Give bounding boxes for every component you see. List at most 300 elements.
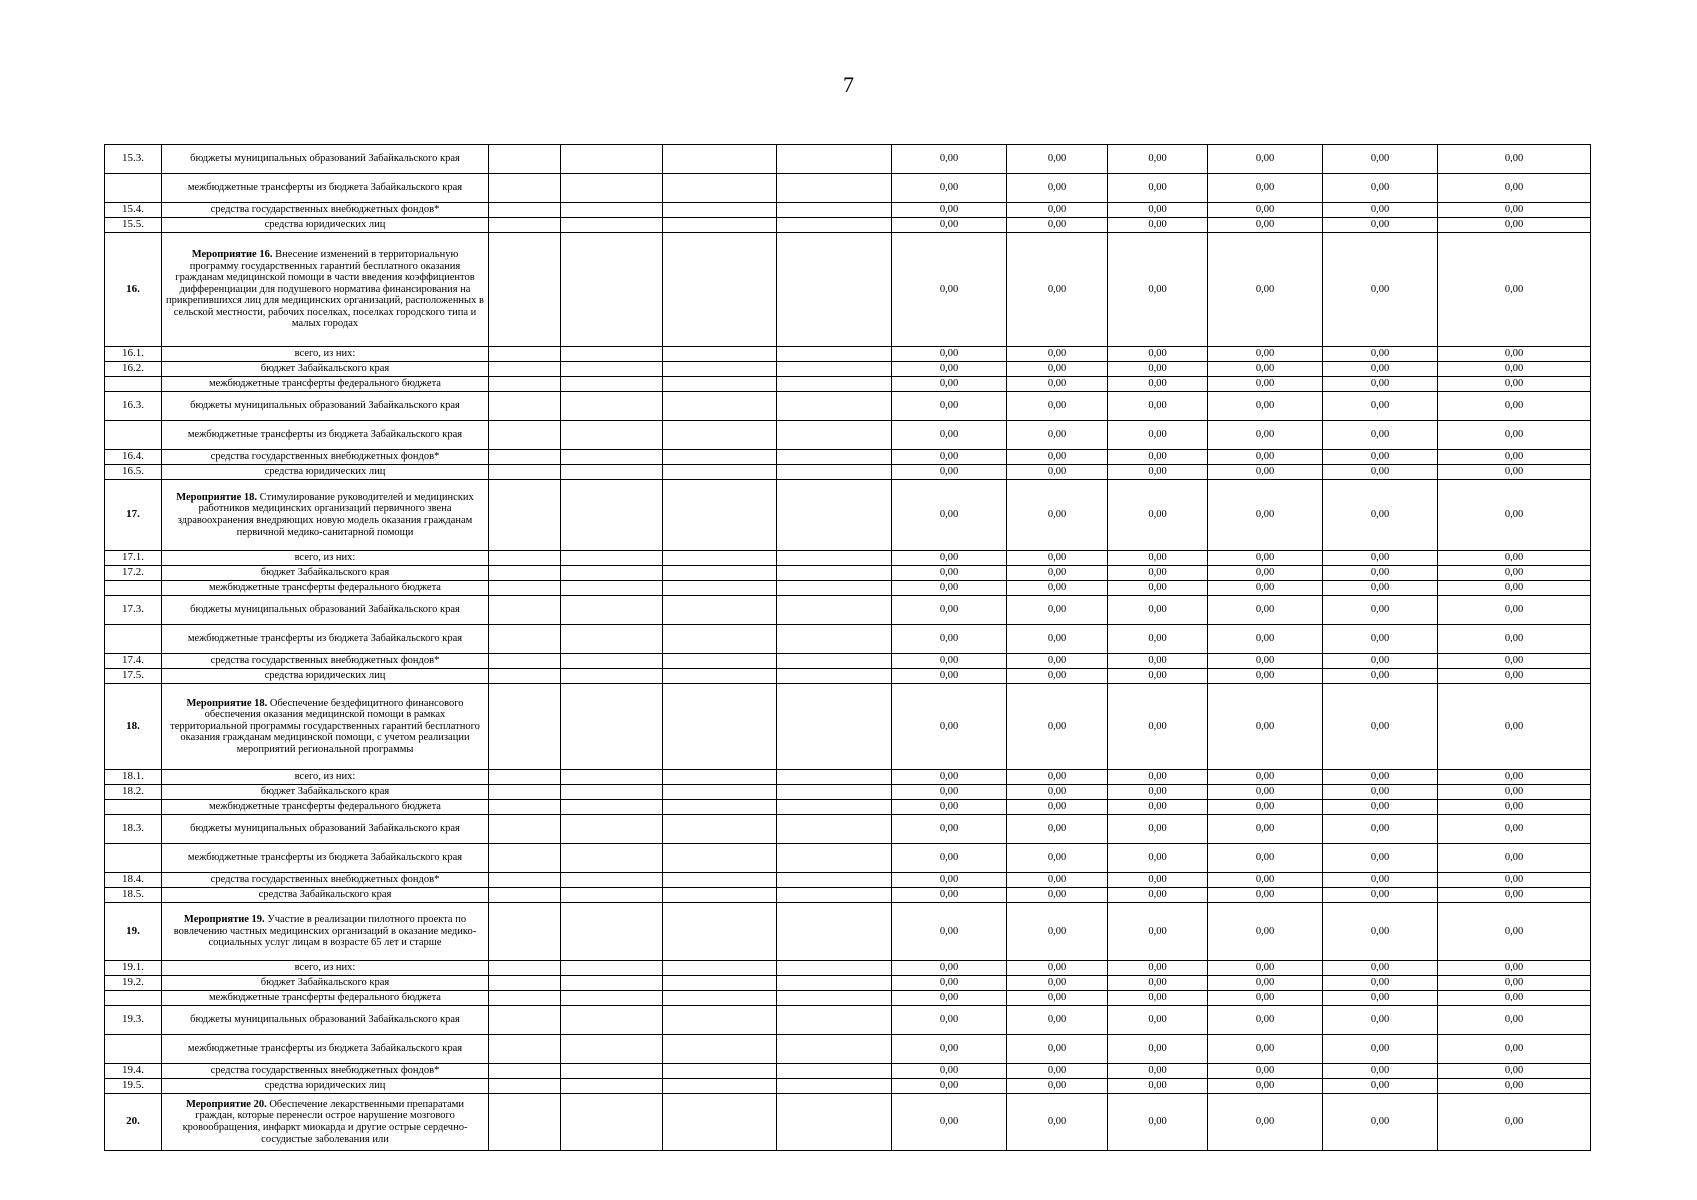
empty-cell bbox=[561, 873, 663, 888]
row-label: Мероприятие 20. Обеспечение лекарственными препаратами граждан, которые перенесли острое нарушение мозгового кровообращения, инфаркт миокарда и другие острые сердечно-сосудистые заболевания или bbox=[162, 1094, 489, 1151]
empty-cell bbox=[663, 684, 777, 770]
empty-cell bbox=[663, 669, 777, 684]
value-cell: 0,00 bbox=[1007, 654, 1108, 669]
value-cell: 0,00 bbox=[1208, 873, 1323, 888]
empty-cell bbox=[561, 218, 663, 233]
row-label: средства юридических лиц bbox=[162, 1079, 489, 1094]
value-cell: 0,00 bbox=[892, 1064, 1007, 1079]
row-number: 17.4. bbox=[105, 654, 162, 669]
table-row bbox=[105, 1035, 1591, 1064]
value-cell: 0,00 bbox=[1007, 976, 1108, 991]
value-cell: 0,00 bbox=[1007, 991, 1108, 1006]
value-cell: 0,00 bbox=[1108, 347, 1208, 362]
value-cell: 0,00 bbox=[892, 596, 1007, 625]
value-cell: 0,00 bbox=[1438, 233, 1591, 347]
empty-cell bbox=[561, 785, 663, 800]
table-row bbox=[105, 669, 1591, 684]
row-label: средства юридических лиц bbox=[162, 218, 489, 233]
value-cell: 0,00 bbox=[892, 362, 1007, 377]
value-cell: 0,00 bbox=[892, 566, 1007, 581]
value-cell: 0,00 bbox=[1108, 800, 1208, 815]
value-cell: 0,00 bbox=[1323, 347, 1438, 362]
empty-cell bbox=[489, 392, 561, 421]
value-cell: 0,00 bbox=[1108, 1094, 1208, 1151]
value-cell: 0,00 bbox=[1108, 450, 1208, 465]
value-cell: 0,00 bbox=[892, 669, 1007, 684]
value-cell: 0,00 bbox=[1208, 815, 1323, 844]
value-cell: 0,00 bbox=[892, 800, 1007, 815]
value-cell: 0,00 bbox=[1323, 1006, 1438, 1035]
value-cell: 0,00 bbox=[1007, 873, 1108, 888]
value-cell: 0,00 bbox=[1208, 1079, 1323, 1094]
value-cell: 0,00 bbox=[1108, 844, 1208, 873]
value-cell: 0,00 bbox=[892, 991, 1007, 1006]
empty-cell bbox=[663, 362, 777, 377]
table-row bbox=[105, 145, 1591, 174]
value-cell: 0,00 bbox=[1007, 362, 1108, 377]
empty-cell bbox=[489, 203, 561, 218]
empty-cell bbox=[777, 815, 892, 844]
value-cell: 0,00 bbox=[1108, 654, 1208, 669]
row-number bbox=[105, 800, 162, 815]
value-cell: 0,00 bbox=[1108, 218, 1208, 233]
row-label: бюджеты муниципальных образований Забайкальского края bbox=[162, 145, 489, 174]
empty-cell bbox=[777, 377, 892, 392]
empty-cell bbox=[561, 480, 663, 551]
empty-cell bbox=[489, 815, 561, 844]
value-cell: 0,00 bbox=[892, 903, 1007, 961]
empty-cell bbox=[489, 218, 561, 233]
value-cell: 0,00 bbox=[1007, 1006, 1108, 1035]
empty-cell bbox=[561, 551, 663, 566]
value-cell: 0,00 bbox=[1208, 1094, 1323, 1151]
value-cell: 0,00 bbox=[1007, 233, 1108, 347]
table-row bbox=[105, 844, 1591, 873]
empty-cell bbox=[777, 480, 892, 551]
row-number bbox=[105, 421, 162, 450]
empty-cell bbox=[777, 450, 892, 465]
value-cell: 0,00 bbox=[1438, 581, 1591, 596]
empty-cell bbox=[489, 976, 561, 991]
row-label: бюджет Забайкальского края bbox=[162, 362, 489, 377]
row-number: 17.3. bbox=[105, 596, 162, 625]
empty-cell bbox=[663, 991, 777, 1006]
empty-cell bbox=[663, 218, 777, 233]
value-cell: 0,00 bbox=[1007, 1094, 1108, 1151]
empty-cell bbox=[561, 465, 663, 480]
empty-cell bbox=[561, 625, 663, 654]
value-cell: 0,00 bbox=[892, 581, 1007, 596]
empty-cell bbox=[663, 976, 777, 991]
value-cell: 0,00 bbox=[892, 625, 1007, 654]
value-cell: 0,00 bbox=[892, 684, 1007, 770]
value-cell: 0,00 bbox=[1323, 392, 1438, 421]
row-number: 19. bbox=[105, 903, 162, 961]
value-cell: 0,00 bbox=[892, 450, 1007, 465]
value-cell: 0,00 bbox=[1438, 800, 1591, 815]
empty-cell bbox=[489, 888, 561, 903]
table-row bbox=[105, 800, 1591, 815]
value-cell: 0,00 bbox=[1007, 581, 1108, 596]
value-cell: 0,00 bbox=[1323, 377, 1438, 392]
measure-row bbox=[105, 1094, 1591, 1151]
row-number: 16. bbox=[105, 233, 162, 347]
row-number bbox=[105, 991, 162, 1006]
value-cell: 0,00 bbox=[1208, 480, 1323, 551]
row-number: 20. bbox=[105, 1094, 162, 1151]
value-cell: 0,00 bbox=[1323, 1035, 1438, 1064]
value-cell: 0,00 bbox=[1007, 1035, 1108, 1064]
empty-cell bbox=[777, 566, 892, 581]
value-cell: 0,00 bbox=[1323, 581, 1438, 596]
row-number: 17.1. bbox=[105, 551, 162, 566]
row-label: межбюджетные трансферты федерального бюджета bbox=[162, 991, 489, 1006]
value-cell: 0,00 bbox=[1108, 465, 1208, 480]
value-cell: 0,00 bbox=[1323, 961, 1438, 976]
empty-cell bbox=[777, 961, 892, 976]
row-label: всего, из них: bbox=[162, 770, 489, 785]
value-cell: 0,00 bbox=[1108, 1079, 1208, 1094]
empty-cell bbox=[777, 770, 892, 785]
row-label: средства юридических лиц bbox=[162, 669, 489, 684]
value-cell: 0,00 bbox=[1208, 174, 1323, 203]
empty-cell bbox=[663, 625, 777, 654]
empty-cell bbox=[777, 785, 892, 800]
value-cell: 0,00 bbox=[1007, 465, 1108, 480]
empty-cell bbox=[663, 465, 777, 480]
value-cell: 0,00 bbox=[1323, 203, 1438, 218]
value-cell: 0,00 bbox=[1208, 392, 1323, 421]
value-cell: 0,00 bbox=[1438, 1079, 1591, 1094]
value-cell: 0,00 bbox=[892, 203, 1007, 218]
value-cell: 0,00 bbox=[1007, 377, 1108, 392]
value-cell: 0,00 bbox=[1438, 551, 1591, 566]
value-cell: 0,00 bbox=[1007, 1079, 1108, 1094]
value-cell: 0,00 bbox=[1108, 1006, 1208, 1035]
empty-cell bbox=[489, 145, 561, 174]
value-cell: 0,00 bbox=[1108, 684, 1208, 770]
value-cell: 0,00 bbox=[1438, 888, 1591, 903]
empty-cell bbox=[561, 815, 663, 844]
value-cell: 0,00 bbox=[1438, 903, 1591, 961]
value-cell: 0,00 bbox=[1108, 669, 1208, 684]
empty-cell bbox=[489, 551, 561, 566]
value-cell: 0,00 bbox=[1108, 625, 1208, 654]
empty-cell bbox=[777, 174, 892, 203]
value-cell: 0,00 bbox=[1438, 844, 1591, 873]
row-number: 18.1. bbox=[105, 770, 162, 785]
empty-cell bbox=[489, 625, 561, 654]
value-cell: 0,00 bbox=[1007, 785, 1108, 800]
value-cell: 0,00 bbox=[1007, 888, 1108, 903]
row-number: 18.5. bbox=[105, 888, 162, 903]
value-cell: 0,00 bbox=[1108, 566, 1208, 581]
row-number: 16.4. bbox=[105, 450, 162, 465]
empty-cell bbox=[663, 785, 777, 800]
value-cell: 0,00 bbox=[1007, 347, 1108, 362]
empty-cell bbox=[777, 347, 892, 362]
empty-cell bbox=[561, 1094, 663, 1151]
value-cell: 0,00 bbox=[892, 844, 1007, 873]
table-row bbox=[105, 770, 1591, 785]
empty-cell bbox=[489, 844, 561, 873]
row-label: средства государственных внебюджетных фондов* bbox=[162, 873, 489, 888]
empty-cell bbox=[561, 654, 663, 669]
value-cell: 0,00 bbox=[1438, 654, 1591, 669]
value-cell: 0,00 bbox=[1108, 815, 1208, 844]
value-cell: 0,00 bbox=[1438, 1094, 1591, 1151]
table-row bbox=[105, 450, 1591, 465]
row-number: 18.4. bbox=[105, 873, 162, 888]
empty-cell bbox=[561, 1079, 663, 1094]
value-cell: 0,00 bbox=[1438, 669, 1591, 684]
empty-cell bbox=[663, 581, 777, 596]
table-row bbox=[105, 785, 1591, 800]
empty-cell bbox=[561, 976, 663, 991]
empty-cell bbox=[663, 174, 777, 203]
value-cell: 0,00 bbox=[892, 1035, 1007, 1064]
empty-cell bbox=[777, 888, 892, 903]
table-row bbox=[105, 991, 1591, 1006]
value-cell: 0,00 bbox=[1108, 377, 1208, 392]
value-cell: 0,00 bbox=[1208, 684, 1323, 770]
empty-cell bbox=[777, 392, 892, 421]
table-row bbox=[105, 421, 1591, 450]
value-cell: 0,00 bbox=[1323, 844, 1438, 873]
value-cell: 0,00 bbox=[1007, 218, 1108, 233]
table-row bbox=[105, 625, 1591, 654]
value-cell: 0,00 bbox=[892, 1079, 1007, 1094]
empty-cell bbox=[489, 654, 561, 669]
value-cell: 0,00 bbox=[892, 218, 1007, 233]
empty-cell bbox=[489, 596, 561, 625]
empty-cell bbox=[663, 1064, 777, 1079]
empty-cell bbox=[561, 233, 663, 347]
empty-cell bbox=[663, 233, 777, 347]
value-cell: 0,00 bbox=[1208, 888, 1323, 903]
value-cell: 0,00 bbox=[1208, 785, 1323, 800]
value-cell: 0,00 bbox=[1438, 377, 1591, 392]
value-cell: 0,00 bbox=[1323, 233, 1438, 347]
value-cell: 0,00 bbox=[1108, 392, 1208, 421]
value-cell: 0,00 bbox=[1323, 800, 1438, 815]
empty-cell bbox=[777, 991, 892, 1006]
empty-cell bbox=[663, 480, 777, 551]
measure-title: Мероприятие 18. bbox=[186, 697, 268, 709]
row-label: средства Забайкальского края bbox=[162, 888, 489, 903]
value-cell: 0,00 bbox=[1323, 421, 1438, 450]
measure-row bbox=[105, 684, 1591, 770]
value-cell: 0,00 bbox=[1007, 450, 1108, 465]
value-cell: 0,00 bbox=[1438, 1035, 1591, 1064]
measure-title: Мероприятие 19. bbox=[183, 914, 265, 926]
value-cell: 0,00 bbox=[1438, 991, 1591, 1006]
row-number: 17. bbox=[105, 480, 162, 551]
value-cell: 0,00 bbox=[1323, 145, 1438, 174]
table-row bbox=[105, 566, 1591, 581]
value-cell: 0,00 bbox=[1323, 888, 1438, 903]
value-cell: 0,00 bbox=[1007, 961, 1108, 976]
empty-cell bbox=[663, 770, 777, 785]
row-label: бюджеты муниципальных образований Забайкальского края bbox=[162, 815, 489, 844]
row-label: межбюджетные трансферты из бюджета Забайкальского края bbox=[162, 421, 489, 450]
empty-cell bbox=[777, 800, 892, 815]
empty-cell bbox=[561, 1064, 663, 1079]
row-number: 19.3. bbox=[105, 1006, 162, 1035]
empty-cell bbox=[561, 174, 663, 203]
empty-cell bbox=[777, 1035, 892, 1064]
empty-cell bbox=[489, 1035, 561, 1064]
empty-cell bbox=[663, 800, 777, 815]
empty-cell bbox=[777, 976, 892, 991]
value-cell: 0,00 bbox=[1208, 976, 1323, 991]
value-cell: 0,00 bbox=[1208, 669, 1323, 684]
empty-cell bbox=[489, 684, 561, 770]
row-number: 16.1. bbox=[105, 347, 162, 362]
empty-cell bbox=[489, 421, 561, 450]
empty-cell bbox=[777, 625, 892, 654]
empty-cell bbox=[777, 203, 892, 218]
value-cell: 0,00 bbox=[1208, 800, 1323, 815]
value-cell: 0,00 bbox=[1438, 566, 1591, 581]
value-cell: 0,00 bbox=[1323, 551, 1438, 566]
row-number: 18.2. bbox=[105, 785, 162, 800]
value-cell: 0,00 bbox=[1108, 421, 1208, 450]
value-cell: 0,00 bbox=[892, 1094, 1007, 1151]
value-cell: 0,00 bbox=[1438, 145, 1591, 174]
value-cell: 0,00 bbox=[1007, 551, 1108, 566]
row-label: бюджеты муниципальных образований Забайкальского края bbox=[162, 596, 489, 625]
empty-cell bbox=[489, 174, 561, 203]
empty-cell bbox=[663, 450, 777, 465]
value-cell: 0,00 bbox=[1007, 844, 1108, 873]
value-cell: 0,00 bbox=[1007, 174, 1108, 203]
empty-cell bbox=[663, 203, 777, 218]
row-number: 19.5. bbox=[105, 1079, 162, 1094]
value-cell: 0,00 bbox=[1323, 815, 1438, 844]
row-label: средства государственных внебюджетных фондов* bbox=[162, 450, 489, 465]
empty-cell bbox=[777, 654, 892, 669]
value-cell: 0,00 bbox=[1438, 625, 1591, 654]
value-cell: 0,00 bbox=[1438, 785, 1591, 800]
value-cell: 0,00 bbox=[1208, 991, 1323, 1006]
row-label: средства государственных внебюджетных фондов* bbox=[162, 1064, 489, 1079]
empty-cell bbox=[489, 581, 561, 596]
empty-cell bbox=[663, 347, 777, 362]
value-cell: 0,00 bbox=[1108, 770, 1208, 785]
table-row bbox=[105, 815, 1591, 844]
row-label: средства государственных внебюджетных фондов* bbox=[162, 654, 489, 669]
value-cell: 0,00 bbox=[1323, 1064, 1438, 1079]
empty-cell bbox=[489, 1079, 561, 1094]
empty-cell bbox=[561, 961, 663, 976]
row-label: бюджет Забайкальского края bbox=[162, 785, 489, 800]
row-number: 15.3. bbox=[105, 145, 162, 174]
value-cell: 0,00 bbox=[1438, 815, 1591, 844]
row-number: 17.2. bbox=[105, 566, 162, 581]
row-label: бюджеты муниципальных образований Забайкальского края bbox=[162, 1006, 489, 1035]
value-cell: 0,00 bbox=[1438, 450, 1591, 465]
empty-cell bbox=[489, 800, 561, 815]
measure-title: Мероприятие 20. bbox=[185, 1098, 267, 1110]
empty-cell bbox=[561, 362, 663, 377]
empty-cell bbox=[561, 566, 663, 581]
value-cell: 0,00 bbox=[1438, 218, 1591, 233]
value-cell: 0,00 bbox=[1438, 976, 1591, 991]
table-row bbox=[105, 976, 1591, 991]
value-cell: 0,00 bbox=[892, 873, 1007, 888]
value-cell: 0,00 bbox=[1323, 785, 1438, 800]
value-cell: 0,00 bbox=[1323, 218, 1438, 233]
empty-cell bbox=[777, 669, 892, 684]
value-cell: 0,00 bbox=[1208, 566, 1323, 581]
value-cell: 0,00 bbox=[1108, 991, 1208, 1006]
value-cell: 0,00 bbox=[1208, 581, 1323, 596]
value-cell: 0,00 bbox=[1208, 145, 1323, 174]
empty-cell bbox=[777, 233, 892, 347]
value-cell: 0,00 bbox=[1108, 233, 1208, 347]
empty-cell bbox=[663, 1079, 777, 1094]
empty-cell bbox=[561, 1035, 663, 1064]
empty-cell bbox=[663, 1094, 777, 1151]
value-cell: 0,00 bbox=[1108, 174, 1208, 203]
empty-cell bbox=[489, 566, 561, 581]
value-cell: 0,00 bbox=[1007, 669, 1108, 684]
empty-cell bbox=[663, 844, 777, 873]
empty-cell bbox=[561, 377, 663, 392]
value-cell: 0,00 bbox=[1108, 480, 1208, 551]
empty-cell bbox=[489, 1064, 561, 1079]
value-cell: 0,00 bbox=[1108, 362, 1208, 377]
empty-cell bbox=[663, 145, 777, 174]
table-row bbox=[105, 218, 1591, 233]
empty-cell bbox=[561, 392, 663, 421]
row-number bbox=[105, 174, 162, 203]
empty-cell bbox=[663, 596, 777, 625]
value-cell: 0,00 bbox=[1438, 770, 1591, 785]
empty-cell bbox=[663, 551, 777, 566]
table-row bbox=[105, 961, 1591, 976]
value-cell: 0,00 bbox=[892, 465, 1007, 480]
table-row bbox=[105, 203, 1591, 218]
value-cell: 0,00 bbox=[1323, 1094, 1438, 1151]
empty-cell bbox=[561, 450, 663, 465]
value-cell: 0,00 bbox=[1208, 844, 1323, 873]
value-cell: 0,00 bbox=[1208, 218, 1323, 233]
empty-cell bbox=[663, 377, 777, 392]
value-cell: 0,00 bbox=[1208, 377, 1323, 392]
table-row bbox=[105, 392, 1591, 421]
empty-cell bbox=[561, 596, 663, 625]
measure-row bbox=[105, 903, 1591, 961]
table-row bbox=[105, 362, 1591, 377]
value-cell: 0,00 bbox=[1323, 625, 1438, 654]
value-cell: 0,00 bbox=[1323, 465, 1438, 480]
empty-cell bbox=[489, 377, 561, 392]
table-body bbox=[105, 145, 1591, 1151]
row-number: 17.5. bbox=[105, 669, 162, 684]
value-cell: 0,00 bbox=[1438, 961, 1591, 976]
value-cell: 0,00 bbox=[1323, 770, 1438, 785]
value-cell: 0,00 bbox=[892, 551, 1007, 566]
empty-cell bbox=[777, 465, 892, 480]
value-cell: 0,00 bbox=[1208, 421, 1323, 450]
empty-cell bbox=[777, 1079, 892, 1094]
value-cell: 0,00 bbox=[1323, 566, 1438, 581]
value-cell: 0,00 bbox=[1208, 347, 1323, 362]
empty-cell bbox=[489, 961, 561, 976]
empty-cell bbox=[561, 347, 663, 362]
